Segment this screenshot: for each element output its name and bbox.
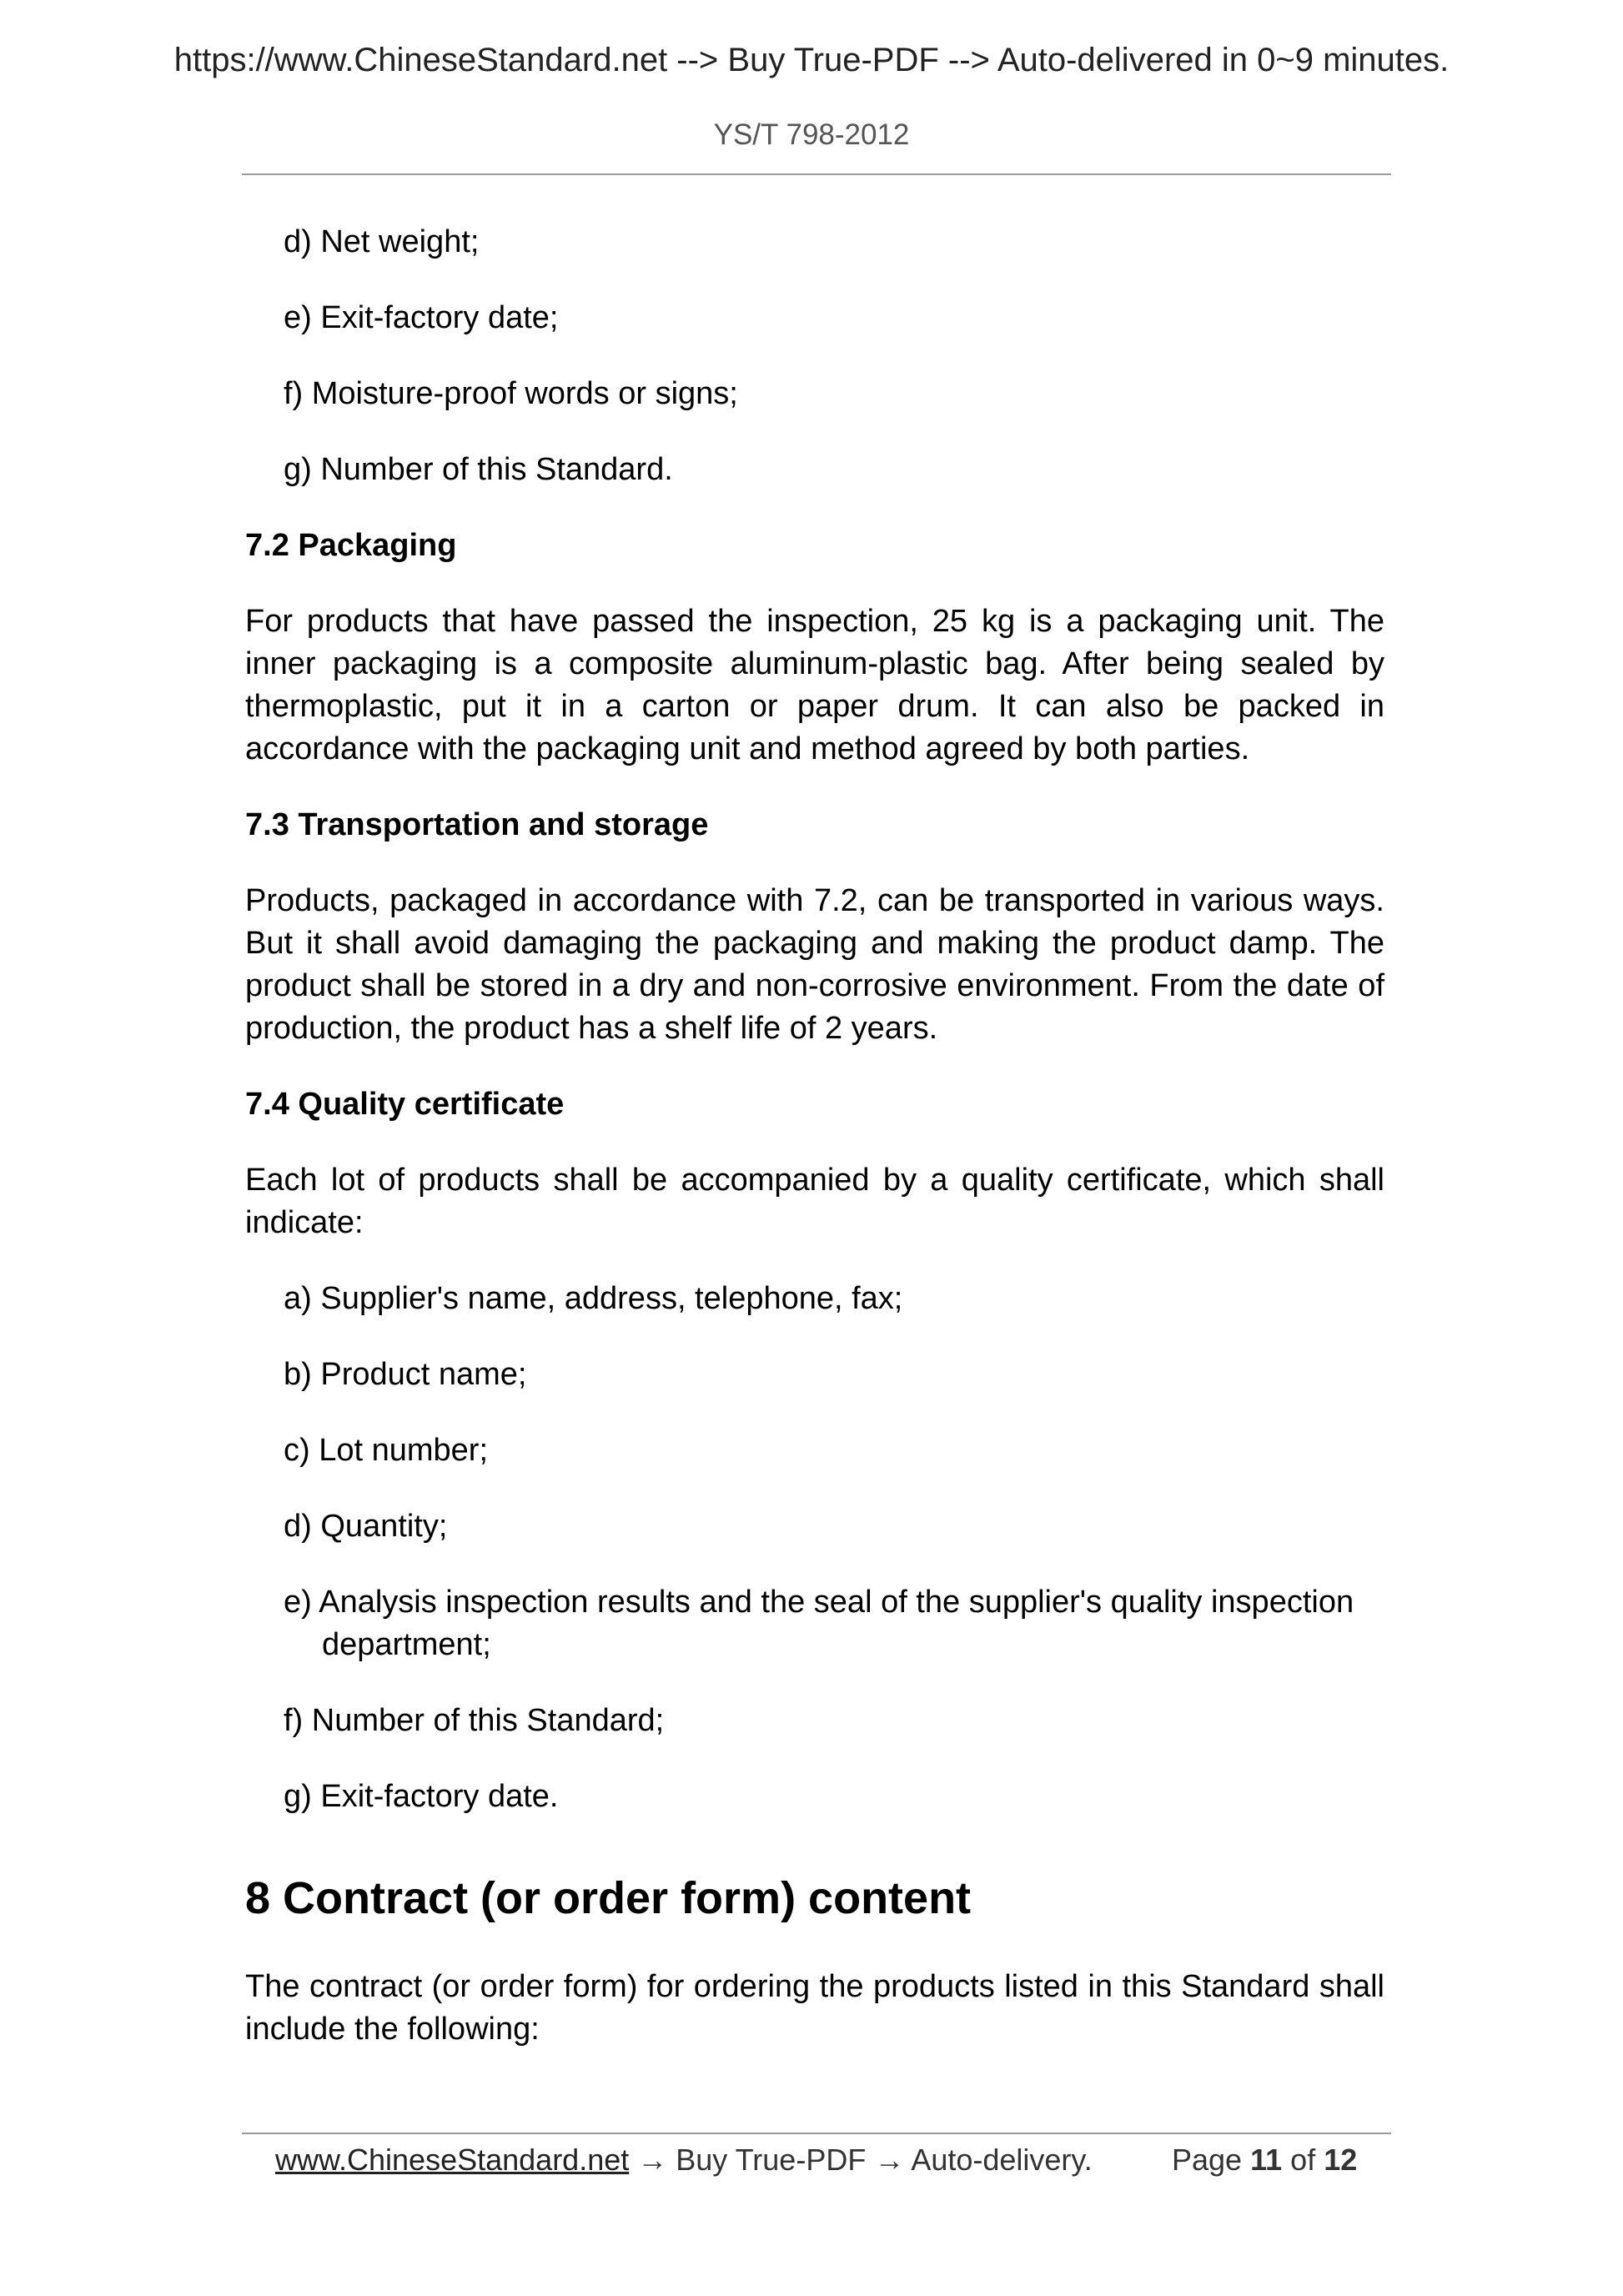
list-item: d) Net weight; bbox=[284, 224, 480, 259]
list-item: g) Exit-factory date. bbox=[284, 1779, 559, 1814]
document-body bbox=[245, 221, 1384, 2084]
footer-link[interactable]: www.ChineseStandard.net bbox=[275, 2143, 630, 2177]
chapter-heading-8: 8 Contract (or order form) content bbox=[245, 1873, 972, 1923]
list-item: e) Exit-factory date; bbox=[284, 300, 559, 335]
section-heading-7-4: 7.4 Quality certificate bbox=[245, 1087, 565, 1122]
list-item: g) Number of this Standard. bbox=[284, 452, 673, 487]
list-item: c) Lot number; bbox=[284, 1433, 488, 1468]
section-text-7-2: For products that have passed the inspection, 25 kg is a packaging unit. The inner packaging is a composite aluminum-plastic bag. After being sealed by thermoplastic, put it in a carton or paper drum. It can also be packed in accordance with the packaging unit and method agreed by both parties. bbox=[245, 604, 1384, 766]
section-text-8: The contract (or order form) for ordering the products listed in this Standard shall include the following: bbox=[245, 1969, 1384, 2047]
standard-number: YS/T 798-2012 bbox=[713, 118, 910, 151]
list-item: b) Product name; bbox=[284, 1357, 527, 1392]
page-label: Page bbox=[1172, 2143, 1243, 2177]
section-heading-7-2: 7.2 Packaging bbox=[245, 528, 457, 563]
page-footer bbox=[0, 2135, 1623, 2185]
top-banner: https://www.ChineseStandard.net --> Buy True-PDF --> Auto-delivered in 0~9 minutes. bbox=[173, 42, 1450, 78]
list-item: f) Number of this Standard; bbox=[284, 1703, 665, 1738]
footer-divider bbox=[242, 2133, 1391, 2134]
page-indicator bbox=[1172, 2135, 1357, 2185]
list-item: d) Quantity; bbox=[284, 1509, 448, 1544]
list-item: f) Moisture-proof words or signs; bbox=[284, 376, 738, 411]
header-divider bbox=[242, 173, 1391, 175]
section-heading-7-3: 7.3 Transportation and storage bbox=[245, 807, 709, 842]
page-total: 12 bbox=[1324, 2143, 1358, 2177]
section-text-7-3: Products, packaged in accordance with 7.2, can be transported in various ways. But it shall avoid damaging the packaging and making the product damp. The product shall be stored in a dry and non-corrosive environment. From the date of production, the product has a shelf life of 2 years. bbox=[245, 883, 1384, 1046]
footer-text: → Buy True-PDF → Auto-delivery. bbox=[629, 2143, 1093, 2177]
section-text-7-4: Each lot of products shall be accompanied by a quality certificate, which shall indicate: bbox=[245, 1163, 1384, 1240]
page-number: 11 bbox=[1250, 2143, 1283, 2177]
list-item: a) Supplier's name, address, telephone, fax; bbox=[284, 1281, 903, 1316]
of-label: of bbox=[1290, 2143, 1316, 2177]
list-item: e) Analysis inspection results and the seal of the supplier's quality inspection department; bbox=[284, 1585, 1354, 1662]
